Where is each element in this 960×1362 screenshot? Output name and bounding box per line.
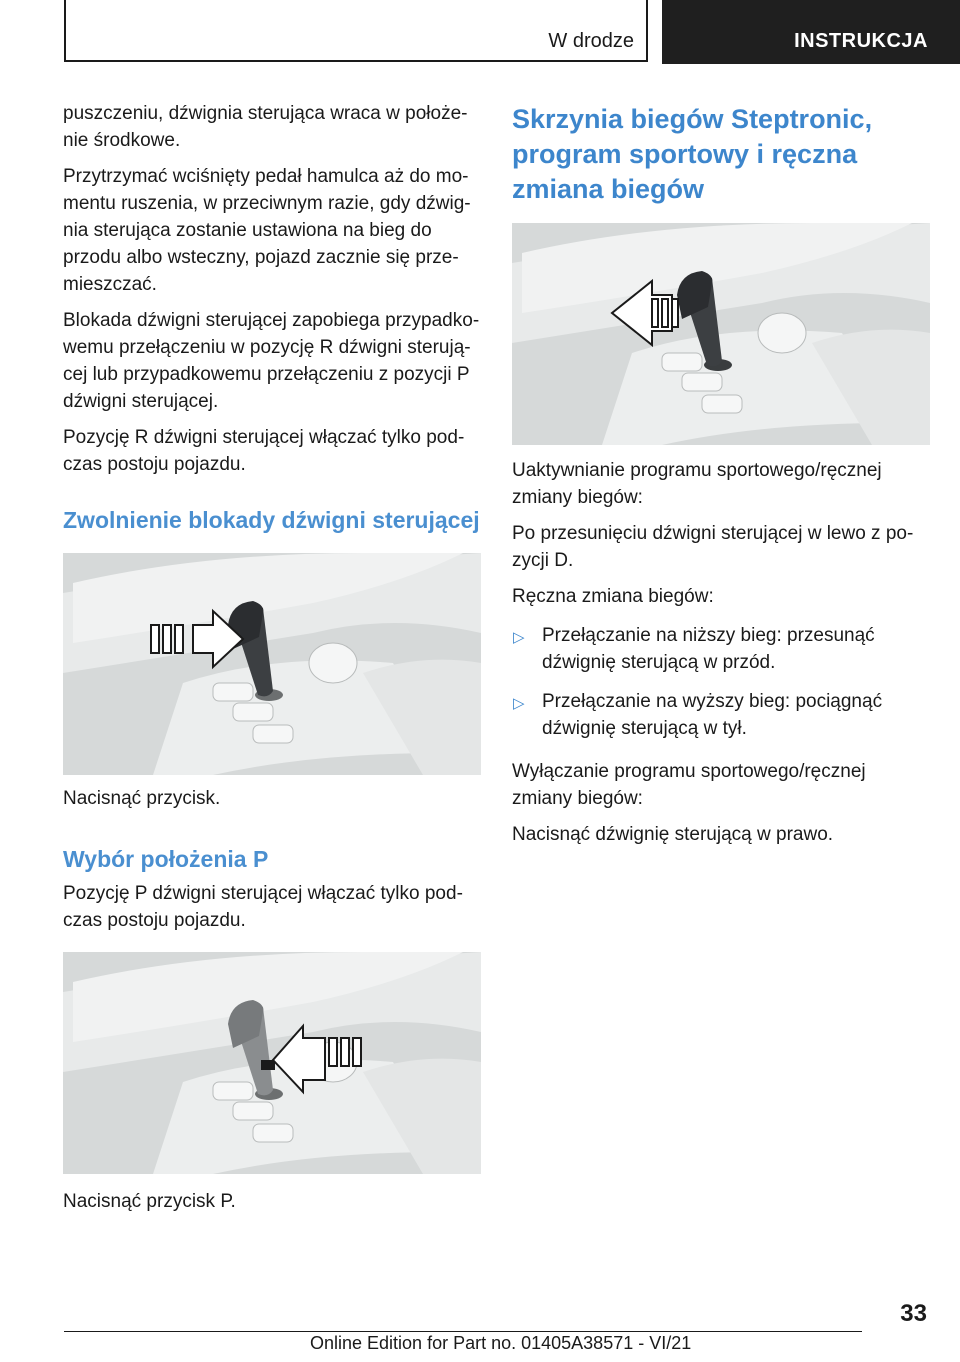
paragraph: Ręczna zmiana biegów: — [512, 586, 714, 607]
list-item — [512, 622, 930, 676]
section-heading-release: Zwolnienie blokady dźwigni sterującej — [63, 507, 480, 533]
paragraph: puszczeniu, dźwignia sterująca wraca w położenie środkowe. — [63, 103, 468, 151]
paragraph: Nacisnąć dźwignię sterującą w prawo. — [512, 824, 834, 845]
paragraph: Uaktywnianie programu sportowego/ręcznej zmiany biegów: — [512, 460, 882, 508]
right-column — [512, 100, 930, 857]
left-column — [63, 100, 481, 1224]
list-item-text: Przełączanie na wyższy bieg: pociągnąć dźwignię sterującą w tył. — [542, 691, 883, 739]
triangle-right-icon: ▷ — [513, 629, 525, 646]
figure-caption: Nacisnąć przycisk P. — [63, 1191, 236, 1212]
triangle-right-icon: ▷ — [513, 695, 525, 712]
gear-selector-illustration — [63, 553, 481, 775]
footer-edition: Online Edition for Part no. 01405A38571 - VI/21 — [310, 1333, 692, 1353]
footer-divider — [64, 1331, 862, 1332]
section-title-steptronic: Skrzynia biegów Steptronic, program sportowy i ręczna zmiana biegów — [512, 104, 873, 204]
header-section-box — [64, 0, 648, 62]
sport-program-illustration — [512, 223, 930, 445]
figure-sport-program — [512, 223, 930, 445]
page-number: 33 — [900, 1300, 927, 1327]
header-chapter-title: INSTRUKCJA — [794, 30, 928, 52]
section-heading-park: Wybór położenia P — [63, 846, 269, 872]
header-chapter-box — [662, 0, 960, 64]
list-item-text: Przełączanie na niższy bieg: przesunąć dźwignię sterującą w przód. — [542, 625, 875, 673]
paragraph: Blokada dźwigni sterującej zapobiega przypadkowemu przełączeniu w pozycję R dźwigni sterującej lub przypadkowemu przełączeniu z pozycji P dźwigni sterującej. — [63, 310, 480, 412]
list-item — [512, 688, 930, 742]
paragraph: Pozycję R dźwigni sterującej włączać tylko podczas postoju pojazdu. — [63, 427, 465, 475]
paragraph: Przytrzymać wciśnięty pedał hamulca aż do momentu ruszenia, w przeciwnym razie, gdy dźwignia sterująca zostanie ustawiona na bieg do przodu albo wsteczny, pojazd zacznie się przemieszczać. — [63, 166, 471, 295]
paragraph: Po przesunięciu dźwigni sterującej w lewo z pozycji D. — [512, 523, 914, 571]
figure-park-button — [63, 952, 481, 1174]
paragraph: Wyłączanie programu sportowego/ręcznej zmiany biegów: — [512, 761, 866, 809]
park-button-illustration — [63, 952, 481, 1174]
header-section-title: W drodze — [548, 30, 634, 52]
figure-selector-lever-button — [63, 553, 481, 775]
gear-change-list — [512, 622, 930, 742]
paragraph: Pozycję P dźwigni sterującej włączać tylko podczas postoju pojazdu. — [63, 883, 463, 931]
figure-caption: Nacisnąć przycisk. — [63, 788, 221, 809]
